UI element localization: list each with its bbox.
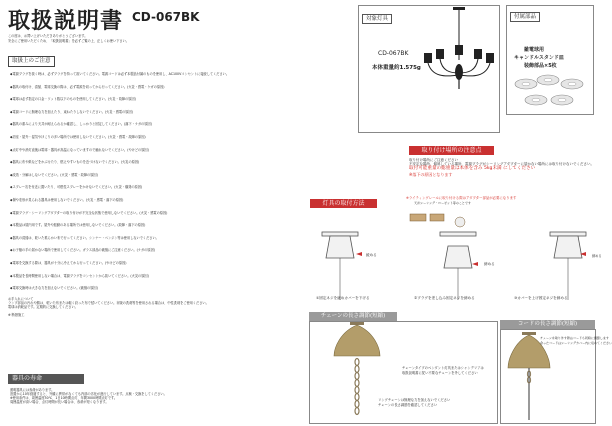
caution-item: ◆本製品は屋内用です。屋外や振動のある場所では使用しないでください。(故障・落下の原因) <box>10 223 146 228</box>
install-step-1: ①固定ネジを緩めカバーを下げる <box>316 296 370 300</box>
cord-text-1: チェーンを取り外す際はコードも同時に調節します <box>540 336 609 340</box>
product-weight: 本体重量約1.575g <box>372 65 421 71</box>
location-weight-limit: 取付可能重量の総重量は本体を含み 5kg未満 にしてください <box>409 166 536 172</box>
chain-text-1: チェーンタイプのペンダント灯具またはシャンデリアは <box>402 366 484 370</box>
caution-item: ◆傷や変形が見られる器具は使用しないでください。(火災・感電・落下の原因) <box>10 197 124 202</box>
install-caution: ※ライティングレールに取り付ける際はアダプター部品が必要になります <box>406 196 517 200</box>
lifespan-line: 照明器具には寿命があります。 <box>10 388 55 392</box>
install-heading: 灯具の取付方法 <box>310 199 377 208</box>
chain-text-2: 取扱説明書に従い不要なチェーンを外してください <box>402 371 478 375</box>
caution-item: ◆電源プラグを抜く時は、必ずプラグを持って抜いてください。電源コードは必ず本製品付属のものを使用し、AC100Vコンセントに接続してください。 <box>10 72 230 76</box>
cord-illustration <box>502 332 612 422</box>
tighten-label-1: 締める <box>484 262 495 266</box>
location-heading: 取り付け場所の注意点 <box>409 146 494 155</box>
location-notes <box>409 158 597 178</box>
caution-item: ◆電球を交換する際は、器具が十分に冷えてから行ってください。(やけどの原因) <box>10 260 127 265</box>
care-line: 電球は消耗品です。定期的に交換してください。 <box>8 305 78 310</box>
install-step-2: ②プラグを差し込み固定ネジを締める <box>414 296 475 300</box>
caution-item: ◆浴室・屋外・湿気やほこりの多い場所では使用しないでください。(火災・感電・故障の原因) <box>10 134 146 139</box>
cautions-list <box>10 72 310 299</box>
loosen-label: 緩める <box>366 253 377 257</box>
product-label: 対象灯具 <box>362 14 392 24</box>
caution-item: ◆電球は必ず指定の口金・ワット数以下のものを使用してください。(火災・故障の原因) <box>10 97 136 102</box>
caution-item: ◆器具の重みにより天井が耐えられるか確認し、しっかりと固定してください。(落下・ケガの原因) <box>10 122 152 127</box>
tighten-label-2: 締める <box>592 254 602 258</box>
chain-note-1: リングチェーンは無理な力を加えないでください <box>378 398 451 402</box>
care-line: ※ 断熱施工 <box>8 313 25 318</box>
chain-heading: チェーンの長さ調節(短縮) <box>309 312 397 321</box>
chandelier-illustration <box>420 5 498 130</box>
caution-item: ◆本製品を長時間使用しない場合は、電源プラグをコンセントから抜いてください。(火災の原因) <box>10 273 149 278</box>
caution-item: ◆電球交換時は大きな力を加えないでください。(破損の原因) <box>10 286 98 291</box>
parts-line-1: 雑電球用 <box>524 47 545 53</box>
intro-line-1: この度は、お買い上げいただきありがとうございます。 <box>8 34 88 38</box>
lifespan-line: 周囲温度が高い場合、点灯時間が長い場合は、寿命が短くなります。 <box>10 400 109 405</box>
lifespan-line: ※使用条件は、周囲温度30℃、1日10時間点灯、年間3000時間点灯です。 <box>10 396 118 401</box>
caution-item: ◆お子様の手の届かない場所で使用してください。ガラス部品の破損にご注意ください。(ケガの原因) <box>10 248 156 253</box>
caution-item: ◆点灯中や消灯直後は電球・器具が高温になっていますので触れないでください。(やけどの原因) <box>10 147 149 152</box>
model-number: CD-067BK <box>132 10 200 24</box>
care-notice <box>8 297 308 317</box>
care-line: お手入れについて <box>8 297 34 301</box>
parts-line-3: 装飾部品×5枚 <box>524 63 557 69</box>
care-line: ランプ部品の汚れや錆は、乾いた布または軽く絞った布で拭いてください。市販の洗剤等を使用される場合は、中性洗剤をご使用ください。 <box>8 301 209 306</box>
parts-line-2: キャンドルスタンド皿 <box>514 55 564 61</box>
lifespan-line: 設置から10年経過すると、外観に異常がなくても内部の劣化が進行しています。点検・交換をしてください。 <box>10 392 167 397</box>
cautions-heading: 取扱上のご注意 <box>8 56 55 67</box>
document-title: 取扱説明書 <box>8 9 124 34</box>
install-step-3: ③カバーを上げ固定ネジを締める <box>514 296 568 300</box>
saucer-parts-illustration <box>506 70 594 115</box>
caution-item: ◆電源プラグ・シーリングアダプターの取り付けが不完全な状態で使用しないでください。(火災・感電の原因) <box>10 210 168 215</box>
install-sub: 天井シーリング・ローゼット等のことです <box>414 201 471 205</box>
parts-label: 付属部品 <box>510 12 540 22</box>
caution-item: ◆器具に布や紙などをかぶせたり、燃えやすいものを近づけないでください。(火災の原因) <box>10 160 140 165</box>
caution-item: ◆器具の清掃は、乾いた柔らかい布で行ってください。シンナー・ベンジン等は使用しないでください。 <box>10 235 159 240</box>
location-warning: ※落下の原因となります <box>409 172 453 178</box>
intro-line-2: 安全にご使用いただくため、「取扱説明書」を必ずご覧の上、正しくお使い下さい。 <box>8 39 129 43</box>
location-line: 不安定な場所、傾斜している場所、電源プラグがシーリングアダプターに届かない場所には取り付けないでください。 <box>409 162 594 167</box>
lifespan-text <box>10 388 300 404</box>
caution-item: ◆器具の取付け、清掃、電球交換の際は、必ず電源を切ってから行ってください。(火災・感電・ケガの原因) <box>10 84 165 89</box>
caution-item: ◆改造・分解はしないでください。(火災・感電・故障の原因) <box>10 172 98 177</box>
chain-note-2: チェーンの長さ調節を確認してください <box>378 403 438 407</box>
cord-text-2: 余ったコードはシーリングカバー内に収めてください <box>540 341 612 345</box>
caution-item: ◆スプレー缶を付近に置いたり、可燃性スプレーをかけないでください。(火災・爆発の原因) <box>10 185 143 190</box>
product-model: CD-067BK <box>378 50 409 57</box>
location-line: 取り付け場所にご注意ください <box>409 158 458 162</box>
cord-heading: コードの長さ調節(短縮) <box>500 320 595 329</box>
install-steps-illustration <box>310 210 598 310</box>
lifespan-heading: 器具の寿命 <box>8 374 84 384</box>
caution-item: ◆電源コードに無理な力を加えたり、束ねたりしないでください。(火災・感電の原因) <box>10 109 133 114</box>
